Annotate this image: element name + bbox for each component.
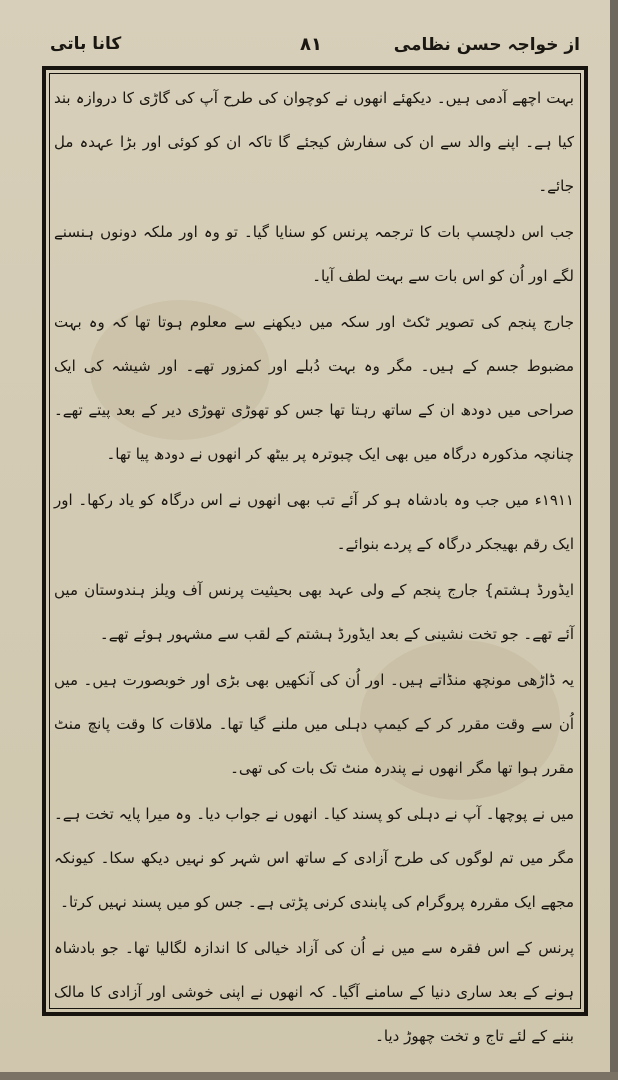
page-number: ۸۱ (300, 34, 322, 55)
running-header (30, 28, 584, 64)
paragraph: میں نے پوچھا۔ آپ نے دہلی کو پسند کیا۔ انھوں نے جواب دیا۔ وہ میرا پایہ تخت ہے۔ مگر میں تم لوگوں کی طرح آزادی کے ساتھ اس شہر کو نہیں دیکھ سکا۔ کیونکہ مجھے ایک مقررہ پروگرام کی پابندی کرنی پڑتی ہے۔ جس کو میں پسند نہیں کرتا۔ (54, 805, 574, 911)
paragraph: جب اس دلچسپ بات کا ترجمہ پرنس کو سنایا گیا۔ تو وہ اور ملکہ دونوں ہنسنے لگے اور اُن کو اس بات سے بہت لطف آیا۔ (54, 223, 574, 285)
page-edge-shadow (610, 0, 618, 1080)
paragraph: ایڈورڈ ہشتم} جارج پنجم کے ولی عہد بھی بحیثیت پرنس آف ویلز ہندوستان میں آئے تھے۔ جو تخت نشینی کے بعد ایڈورڈ ہشتم کے لقب سے مشہور ہوئے تھے۔ (54, 581, 574, 643)
paragraph: جارج پنجم کی تصویر ٹکٹ اور سکہ میں دیکھنے سے معلوم ہوتا تھا کہ وہ بہت مضبوط جسم کے ہیں۔ مگر وہ بہت دُبلے اور کمزور تھے۔ اور شیشہ کی ایک صراحی میں دودھ ان کے ساتھ رہتا تھا جس کو تھوڑی تھوڑی دیر کے بعد پیتے تھے۔ چنانچہ مذکورہ درگاہ میں بھی ایک چبوترہ پر بیٹھ کر انھوں نے دودھ پیا تھا۔ (54, 313, 574, 463)
body-text (54, 76, 574, 1060)
book-title: کانا باتی (50, 34, 122, 54)
paragraph: پرنس کے اس فقرہ سے میں نے اُن کی آزاد خیالی کا اندازہ لگالیا تھا۔ جو بادشاہ ہونے کے بعد ساری دنیا کے سامنے آگیا۔ کہ انھوں نے اپنی خوشی اور آزادی کا مالک بننے کے لئے تاج و تخت چھوڑ دیا۔ (54, 939, 574, 1045)
paragraph: ۱۹۱۱ء میں جب وہ بادشاہ ہو کر آئے تب بھی انھوں نے اس درگاہ کو یاد رکھا۔ اور ایک رقم بھیجکر درگاہ کے پردے بنوائے۔ (54, 491, 574, 553)
author-name: از خواجہ حسن نظامی (393, 35, 580, 55)
paragraph: بہت اچھے آدمی ہیں۔ دیکھئے انھوں نے کوچوان کی طرح آپ کی گاڑی کا دروازہ بند کیا ہے۔ اپنے والد سے ان کی سفارش کیجئے گا تاکہ ان کو کوئی اور بڑا عہدہ مل جائے۔ (54, 89, 574, 195)
paragraph: یہ ڈاڑھی مونچھ منڈاتے ہیں۔ اور اُن کی آنکھیں بھی بڑی اور خوبصورت ہیں۔ میں اُن سے وقت مقرر کر کے کیمپ دہلی میں ملنے گیا تھا۔ ملاقات کا وقت پانچ منٹ مقرر ہوا تھا مگر انھوں نے پندرہ منٹ تک بات کی تھی۔ (54, 671, 574, 777)
page-edge-shadow (0, 1072, 618, 1080)
